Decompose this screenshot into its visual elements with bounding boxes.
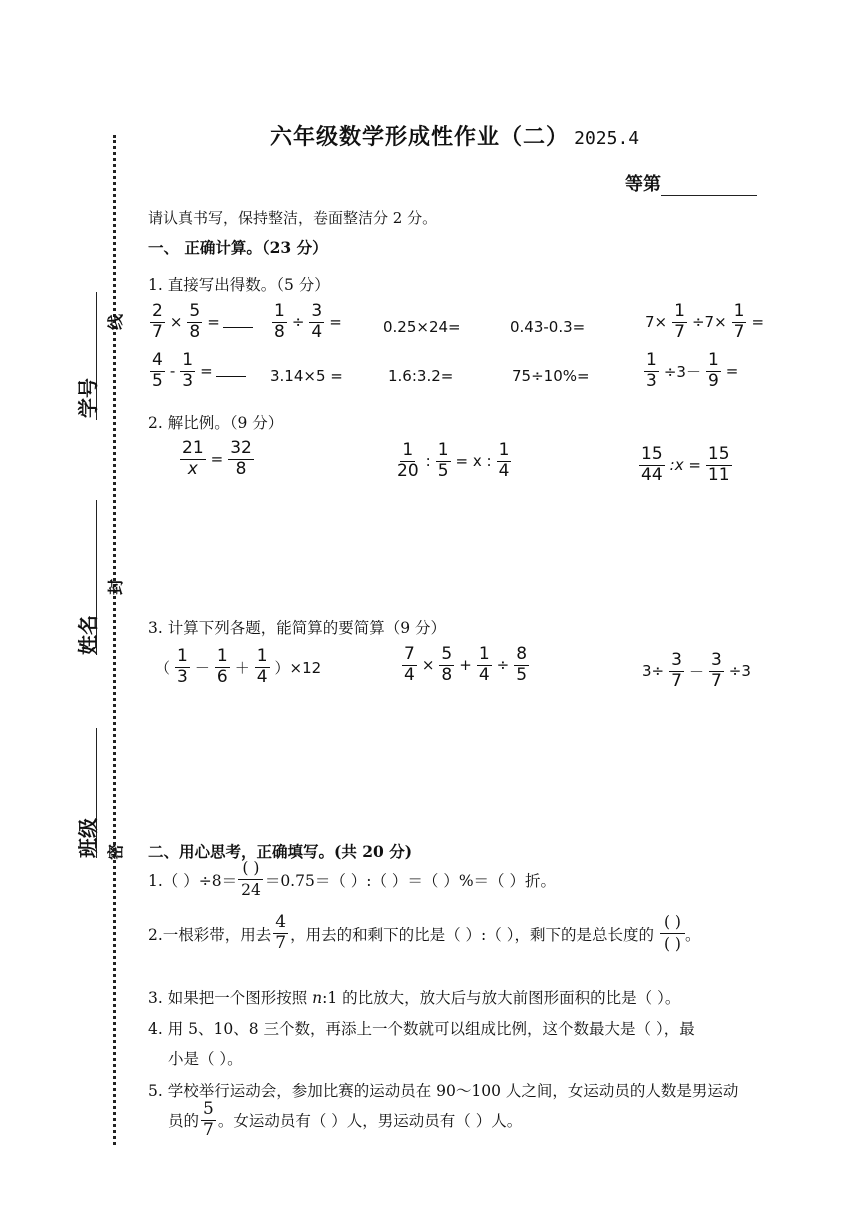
calc-r1-b bbox=[270, 303, 342, 342]
math-token: 3÷ bbox=[642, 662, 665, 681]
proportion-c bbox=[637, 446, 734, 485]
fraction-denominator: 44 bbox=[641, 464, 663, 485]
fraction-denominator: 7 bbox=[733, 321, 745, 342]
fraction-numerator: 4 bbox=[275, 912, 287, 933]
proportion-a bbox=[178, 440, 256, 479]
section2-heading: 二、用心思考，正确填写。(共 20 分) bbox=[148, 842, 413, 861]
grade-field bbox=[625, 170, 757, 196]
fill-q2 bbox=[148, 914, 701, 953]
fraction bbox=[639, 446, 665, 485]
xuehao-label: 学号 bbox=[76, 378, 100, 418]
fraction-denominator: 8 bbox=[441, 664, 453, 685]
fraction-numerator: 7 bbox=[404, 644, 415, 664]
fraction-denominator: 4 bbox=[311, 321, 323, 342]
math-token: 7× bbox=[645, 313, 668, 332]
math-token: n bbox=[312, 989, 323, 1007]
math-token: － bbox=[194, 658, 210, 677]
fraction bbox=[644, 352, 659, 391]
fraction bbox=[660, 914, 685, 953]
fraction-denominator: 8 bbox=[274, 321, 285, 342]
page-header bbox=[270, 120, 639, 151]
calc-r1-c: 0.25×24= bbox=[383, 318, 461, 336]
simplify-c bbox=[642, 652, 751, 691]
q3-heading: 3. 计算下列各题，能简算的要简算（9 分） bbox=[148, 619, 447, 637]
seal-char-feng: 封 bbox=[106, 578, 125, 595]
fraction bbox=[175, 648, 190, 687]
fraction-numerator: 1 bbox=[402, 440, 414, 460]
math-token: 员的 bbox=[168, 1112, 200, 1131]
math-token: 1.（ ）÷8＝ bbox=[148, 871, 238, 890]
fraction bbox=[255, 648, 270, 687]
fraction-denominator: 8 bbox=[235, 458, 247, 479]
fraction-denominator: 8 bbox=[189, 321, 201, 342]
fraction bbox=[150, 303, 165, 342]
calc-r2-b: 3.14×5 = bbox=[270, 367, 343, 385]
fraction-numerator: 1 bbox=[646, 350, 657, 370]
fraction-numerator: 4 bbox=[152, 350, 163, 370]
fraction-numerator: 3 bbox=[311, 301, 323, 321]
fraction-numerator: 15 bbox=[641, 444, 663, 464]
fraction bbox=[439, 646, 454, 685]
fraction bbox=[187, 303, 202, 342]
fraction-numerator: ( ) bbox=[660, 914, 685, 934]
fraction-numerator: 1 bbox=[177, 646, 188, 666]
calc-r2-a bbox=[148, 352, 246, 391]
fraction bbox=[672, 303, 687, 342]
calc-r1-d: 0.43-0.3= bbox=[510, 318, 586, 336]
xingming-label: 姓名 bbox=[76, 615, 100, 655]
math-token: ÷7× bbox=[691, 313, 727, 332]
fraction-denominator: 20 bbox=[397, 460, 419, 481]
fraction-numerator: ( ) bbox=[238, 860, 263, 880]
math-token: 。 bbox=[684, 925, 701, 944]
calc-r2-c: 1.6:3.2= bbox=[388, 367, 454, 385]
math-token: = bbox=[725, 362, 739, 381]
page-date: 2025.4 bbox=[574, 128, 640, 149]
fill-q4-line1: 4. 用 5、10、8 三个数，再添上一个数就可以组成比例，这个数最大是（ ），最 bbox=[148, 1020, 695, 1038]
math-token: × bbox=[421, 656, 435, 675]
fraction-numerator: 2 bbox=[152, 301, 163, 321]
fraction bbox=[669, 652, 684, 691]
fraction-denominator: 7 bbox=[674, 321, 685, 342]
grade-label: 等第 bbox=[625, 174, 661, 195]
fraction-denominator: 9 bbox=[707, 370, 719, 391]
math-token: = bbox=[329, 313, 342, 332]
fraction-numerator: 1 bbox=[707, 350, 719, 370]
fraction-numerator: 1 bbox=[733, 301, 745, 321]
fraction bbox=[215, 648, 230, 687]
math-token: （ bbox=[155, 658, 171, 677]
math-token: - bbox=[169, 362, 176, 381]
fraction bbox=[477, 646, 492, 685]
fraction-numerator: 1 bbox=[437, 440, 449, 460]
grade-input-line[interactable] bbox=[661, 177, 757, 196]
math-token: = x : bbox=[455, 452, 492, 471]
fraction-denominator: 7 bbox=[203, 1119, 214, 1140]
fraction-denominator: 3 bbox=[182, 370, 194, 391]
fraction bbox=[180, 352, 195, 391]
fraction-numerator: 5 bbox=[189, 301, 201, 321]
math-token: 3. 如果把一个图形按照 bbox=[148, 989, 313, 1007]
fraction-denominator: 7 bbox=[671, 670, 682, 691]
fraction-denominator: 6 bbox=[216, 666, 228, 687]
fraction-numerator: 5 bbox=[441, 644, 453, 664]
math-token: = bbox=[200, 362, 213, 381]
math-token: :1 的比放大，放大后与放大前图形面积的比是（ ）。 bbox=[322, 989, 681, 1007]
fraction-numerator: 5 bbox=[203, 1099, 214, 1119]
fraction bbox=[706, 446, 732, 485]
fill-q5-line2 bbox=[168, 1101, 522, 1140]
binding-dotted-line bbox=[113, 135, 116, 1145]
fraction-denominator: 4 bbox=[404, 664, 415, 685]
math-token: : bbox=[425, 452, 431, 471]
fraction-denominator: ( ) bbox=[663, 935, 681, 954]
math-token: ÷ bbox=[291, 313, 305, 332]
fraction-denominator: 4 bbox=[478, 664, 490, 685]
fraction-denominator: 7 bbox=[275, 933, 287, 954]
math-token: = bbox=[751, 313, 765, 332]
fraction-denominator: 5 bbox=[516, 664, 528, 685]
fraction bbox=[273, 914, 288, 953]
math-token: × bbox=[169, 313, 183, 332]
fraction-denominator: 5 bbox=[152, 370, 163, 391]
fraction-denominator: 7 bbox=[152, 321, 163, 342]
math-token: ÷ bbox=[496, 656, 510, 675]
math-token: :x = bbox=[669, 456, 701, 475]
fraction bbox=[514, 646, 529, 685]
math-token: ÷3 bbox=[728, 662, 751, 681]
fraction bbox=[228, 440, 254, 479]
fraction bbox=[150, 352, 165, 391]
fraction-numerator: 1 bbox=[182, 350, 194, 370]
math-token: ＋ bbox=[234, 658, 250, 677]
answer-line[interactable] bbox=[216, 366, 246, 377]
section1-heading: 一、 正确计算。（23 分） bbox=[148, 238, 328, 257]
fraction-numerator: 3 bbox=[671, 650, 682, 670]
math-token: ，用去的和剩下的比是（ ）:（ ），剩下的是总长度的 bbox=[290, 925, 654, 944]
calc-r1-a bbox=[148, 303, 253, 342]
fraction-denominator: 4 bbox=[256, 666, 268, 687]
fill-q3 bbox=[148, 986, 680, 1008]
fraction bbox=[201, 1101, 216, 1140]
fraction-numerator: 1 bbox=[498, 440, 510, 460]
fill-q4-line2: 小是（ ）。 bbox=[168, 1050, 243, 1068]
math-token: + bbox=[459, 656, 472, 675]
seal-char-mi: 密 bbox=[106, 843, 125, 860]
fraction-numerator: 32 bbox=[230, 438, 252, 458]
seal-char-xian: 线 bbox=[106, 313, 125, 330]
math-token: ）×12 bbox=[274, 658, 322, 677]
fraction-numerator: 1 bbox=[274, 301, 285, 321]
math-token: ÷3－ bbox=[663, 362, 701, 381]
q2-heading: 2. 解比例。（9 分） bbox=[148, 414, 284, 432]
fill-q5-line1: 5. 学校举行运动会，参加比赛的运动员在 90～100 人之间，女运动员的人数是男运动 bbox=[148, 1082, 739, 1100]
fraction bbox=[436, 442, 451, 481]
fraction-numerator: 21 bbox=[182, 438, 204, 458]
simplify-b bbox=[400, 646, 531, 685]
proportion-b bbox=[393, 442, 513, 481]
fraction bbox=[497, 442, 512, 481]
fraction bbox=[395, 442, 421, 481]
q1-heading: 1. 直接写出得数。（5 分） bbox=[148, 276, 330, 294]
fraction-numerator: 1 bbox=[478, 644, 490, 664]
fraction bbox=[272, 303, 287, 342]
fraction-numerator: 15 bbox=[707, 444, 730, 464]
banji-label: 班级 bbox=[76, 818, 100, 858]
calc-r1-e bbox=[645, 303, 764, 342]
fill-q1 bbox=[148, 860, 556, 899]
fraction-denominator: 5 bbox=[437, 460, 449, 481]
fraction bbox=[706, 352, 721, 391]
fraction-denominator: 3 bbox=[177, 666, 188, 687]
fraction-numerator: 1 bbox=[216, 646, 228, 666]
fraction-denominator: 4 bbox=[498, 460, 510, 481]
intro-text: 请认真书写，保持整洁，卷面整洁分 2 分。 bbox=[148, 209, 438, 227]
calc-r2-d: 75÷10%= bbox=[512, 367, 590, 385]
math-token: = bbox=[210, 450, 224, 469]
fraction bbox=[309, 303, 324, 342]
fraction bbox=[732, 303, 747, 342]
math-token: 。女运动员有（ ）人，男运动员有（ ）人。 bbox=[217, 1112, 523, 1131]
simplify-a bbox=[155, 648, 321, 687]
math-token: ＝0.75＝（ ）:（ ）＝（ ）%＝（ ）折。 bbox=[264, 871, 556, 890]
fraction-numerator: 8 bbox=[516, 644, 528, 664]
fraction bbox=[402, 646, 417, 685]
fraction-denominator: 7 bbox=[710, 670, 722, 691]
fraction bbox=[709, 652, 724, 691]
math-token: － bbox=[688, 662, 704, 681]
fraction-numerator: 3 bbox=[710, 650, 722, 670]
page-title: 六年级数学形成性作业（二） bbox=[270, 124, 570, 150]
fraction bbox=[180, 440, 206, 479]
fraction-numerator: 1 bbox=[674, 301, 685, 321]
fraction-denominator: 3 bbox=[646, 370, 657, 391]
fraction bbox=[237, 860, 265, 899]
answer-line[interactable] bbox=[223, 317, 253, 328]
fraction-denominator: x bbox=[187, 458, 198, 479]
calc-r2-e bbox=[642, 352, 738, 391]
math-token: 2.一根彩带，用去 bbox=[148, 925, 272, 944]
math-token: = bbox=[207, 313, 220, 332]
fraction-denominator: 24 bbox=[241, 881, 261, 900]
fraction-numerator: 1 bbox=[256, 646, 268, 666]
fraction-denominator: 11 bbox=[707, 464, 730, 485]
